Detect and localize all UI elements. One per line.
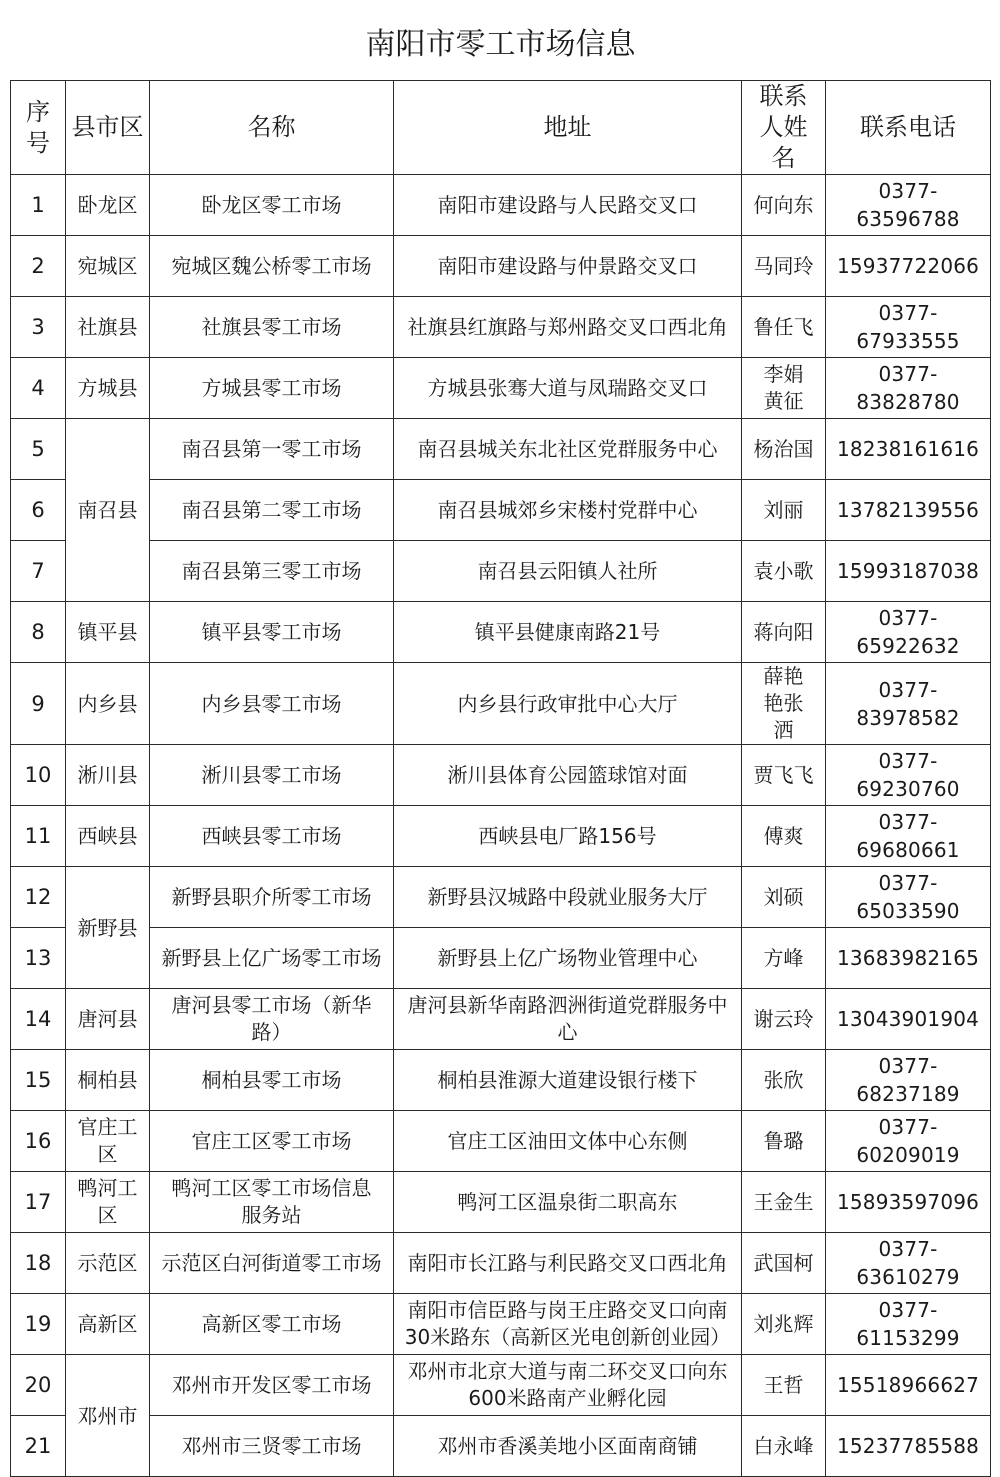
row-name: 新野县职介所零工市场: [150, 867, 394, 928]
row-seq: 4: [11, 358, 66, 419]
row-address: 新野县汉城路中段就业服务大厅: [394, 867, 742, 928]
row-contact: 武国柯: [742, 1233, 826, 1294]
row-name: 新野县上亿广场零工市场: [150, 928, 394, 989]
table-row: [11, 419, 991, 480]
row-name: 南召县第一零工市场: [150, 419, 394, 480]
table-row: [11, 1111, 991, 1172]
row-address: 官庄工区油田文体中心东侧: [394, 1111, 742, 1172]
table-row: [11, 358, 991, 419]
row-phone: 13683982165: [826, 928, 991, 989]
row-phone: 15993187038: [826, 541, 991, 602]
row-name: 社旗县零工市场: [150, 297, 394, 358]
row-contact: 薛艳艳张洒: [742, 663, 826, 745]
table-row: [11, 745, 991, 806]
row-contact: 白永峰: [742, 1416, 826, 1477]
table-row: [11, 541, 991, 602]
table-row: [11, 1050, 991, 1111]
table-row: [11, 480, 991, 541]
row-phone: 0377-63610279: [826, 1233, 991, 1294]
row-county: 示范区: [66, 1233, 150, 1294]
row-seq: 10: [11, 745, 66, 806]
row-phone: 0377-65033590: [826, 867, 991, 928]
row-name: 示范区白河街道零工市场: [150, 1233, 394, 1294]
row-name: 鸭河工区零工市场信息服务站: [150, 1172, 394, 1233]
table-row: [11, 1294, 991, 1355]
market-table: [10, 10, 991, 1477]
row-county: 社旗县: [66, 297, 150, 358]
row-seq: 18: [11, 1233, 66, 1294]
table-row: [11, 175, 991, 236]
table-row: [11, 989, 991, 1050]
table-row: [11, 663, 991, 745]
header-address: 地址: [394, 81, 742, 175]
row-name: 内乡县零工市场: [150, 663, 394, 745]
row-phone: 18238161616: [826, 419, 991, 480]
row-seq: 17: [11, 1172, 66, 1233]
row-name: 高新区零工市场: [150, 1294, 394, 1355]
row-county: 高新区: [66, 1294, 150, 1355]
row-county: 西峡县: [66, 806, 150, 867]
row-contact: 蒋向阳: [742, 602, 826, 663]
row-county: 宛城区: [66, 236, 150, 297]
row-phone: 13782139556: [826, 480, 991, 541]
row-county: 内乡县: [66, 663, 150, 745]
row-phone: 0377-61153299: [826, 1294, 991, 1355]
row-seq: 6: [11, 480, 66, 541]
row-county: 邓州市: [66, 1355, 150, 1477]
row-county: 桐柏县: [66, 1050, 150, 1111]
row-contact: 王金生: [742, 1172, 826, 1233]
row-address: 镇平县健康南路21号: [394, 602, 742, 663]
row-address: 南阳市长江路与利民路交叉口西北角: [394, 1233, 742, 1294]
row-phone: 0377-68237189: [826, 1050, 991, 1111]
row-address: 南阳市信臣路与岗王庄路交叉口向南30米路东（高新区光电创新创业园）: [394, 1294, 742, 1355]
header-contact: 联系人姓名: [742, 81, 826, 175]
row-phone: 15237785588: [826, 1416, 991, 1477]
row-name: 桐柏县零工市场: [150, 1050, 394, 1111]
row-seq: 1: [11, 175, 66, 236]
table-row: [11, 1355, 991, 1416]
row-county: 卧龙区: [66, 175, 150, 236]
row-contact: 刘硕: [742, 867, 826, 928]
row-phone: 0377-83828780: [826, 358, 991, 419]
row-phone: 0377-69680661: [826, 806, 991, 867]
row-name: 邓州市开发区零工市场: [150, 1355, 394, 1416]
row-county: 官庄工区: [66, 1111, 150, 1172]
row-seq: 12: [11, 867, 66, 928]
table-row: [11, 1416, 991, 1477]
row-phone: 0377-83978582: [826, 663, 991, 745]
row-address: 鸭河工区温泉街二职高东: [394, 1172, 742, 1233]
title-row: [11, 10, 991, 81]
row-contact: 贾飞飞: [742, 745, 826, 806]
page-title: 南阳市零工市场信息: [11, 10, 991, 81]
row-contact: 李娟黄征: [742, 358, 826, 419]
row-address: 南召县城郊乡宋楼村党群中心: [394, 480, 742, 541]
row-contact: 鲁任飞: [742, 297, 826, 358]
row-name: 宛城区魏公桥零工市场: [150, 236, 394, 297]
row-phone: 0377-65922632: [826, 602, 991, 663]
row-phone: 15518966627: [826, 1355, 991, 1416]
row-contact: 何向东: [742, 175, 826, 236]
row-seq: 19: [11, 1294, 66, 1355]
row-phone: 0377-60209019: [826, 1111, 991, 1172]
row-name: 官庄工区零工市场: [150, 1111, 394, 1172]
row-county: 南召县: [66, 419, 150, 602]
row-contact: 傅爽: [742, 806, 826, 867]
row-seq: 20: [11, 1355, 66, 1416]
row-phone: 13043901904: [826, 989, 991, 1050]
header-phone: 联系电话: [826, 81, 991, 175]
row-name: 镇平县零工市场: [150, 602, 394, 663]
row-seq: 3: [11, 297, 66, 358]
row-contact: 张欣: [742, 1050, 826, 1111]
row-address: 南召县云阳镇人社所: [394, 541, 742, 602]
row-seq: 14: [11, 989, 66, 1050]
row-county: 新野县: [66, 867, 150, 989]
row-address: 淅川县体育公园篮球馆对面: [394, 745, 742, 806]
row-phone: 0377-67933555: [826, 297, 991, 358]
row-contact: 鲁璐: [742, 1111, 826, 1172]
row-contact: 袁小歌: [742, 541, 826, 602]
row-address: 唐河县新华南路泗洲街道党群服务中心: [394, 989, 742, 1050]
row-address: 社旗县红旗路与郑州路交叉口西北角: [394, 297, 742, 358]
table-row: [11, 236, 991, 297]
table-row: [11, 867, 991, 928]
row-county: 镇平县: [66, 602, 150, 663]
table-row: [11, 928, 991, 989]
row-address: 邓州市香溪美地小区面南商铺: [394, 1416, 742, 1477]
row-seq: 7: [11, 541, 66, 602]
row-name: 西峡县零工市场: [150, 806, 394, 867]
row-name: 邓州市三贤零工市场: [150, 1416, 394, 1477]
row-seq: 8: [11, 602, 66, 663]
row-address: 南召县城关东北社区党群服务中心: [394, 419, 742, 480]
row-phone: 15937722066: [826, 236, 991, 297]
table-row: [11, 806, 991, 867]
row-name: 南召县第二零工市场: [150, 480, 394, 541]
row-name: 卧龙区零工市场: [150, 175, 394, 236]
row-seq: 21: [11, 1416, 66, 1477]
table-row: [11, 1172, 991, 1233]
row-address: 内乡县行政审批中心大厅: [394, 663, 742, 745]
row-seq: 16: [11, 1111, 66, 1172]
header-seq: 序号: [11, 81, 66, 175]
table-row: [11, 602, 991, 663]
row-seq: 2: [11, 236, 66, 297]
row-county: 鸭河工区: [66, 1172, 150, 1233]
row-address: 方城县张骞大道与凤瑞路交叉口: [394, 358, 742, 419]
row-address: 邓州市北京大道与南二环交叉口向东600米路南产业孵化园: [394, 1355, 742, 1416]
row-address: 桐柏县淮源大道建设银行楼下: [394, 1050, 742, 1111]
row-phone: 15893597096: [826, 1172, 991, 1233]
row-seq: 13: [11, 928, 66, 989]
table-row: [11, 1233, 991, 1294]
row-address: 南阳市建设路与仲景路交叉口: [394, 236, 742, 297]
row-name: 淅川县零工市场: [150, 745, 394, 806]
row-seq: 15: [11, 1050, 66, 1111]
row-address: 新野县上亿广场物业管理中心: [394, 928, 742, 989]
row-county: 方城县: [66, 358, 150, 419]
row-contact: 王哲: [742, 1355, 826, 1416]
row-contact: 刘丽: [742, 480, 826, 541]
row-contact: 谢云玲: [742, 989, 826, 1050]
row-contact: 方峰: [742, 928, 826, 989]
row-county: 淅川县: [66, 745, 150, 806]
row-name: 南召县第三零工市场: [150, 541, 394, 602]
row-seq: 11: [11, 806, 66, 867]
row-seq: 5: [11, 419, 66, 480]
header-county: 县市区: [66, 81, 150, 175]
row-name: 方城县零工市场: [150, 358, 394, 419]
header-row: [11, 81, 991, 175]
row-seq: 9: [11, 663, 66, 745]
market-info-sheet: [10, 10, 990, 1477]
row-contact: 刘兆辉: [742, 1294, 826, 1355]
row-contact: 杨治国: [742, 419, 826, 480]
row-address: 西峡县电厂路156号: [394, 806, 742, 867]
row-phone: 0377-69230760: [826, 745, 991, 806]
row-name: 唐河县零工市场（新华路）: [150, 989, 394, 1050]
row-phone: 0377-63596788: [826, 175, 991, 236]
row-contact: 马同玲: [742, 236, 826, 297]
row-address: 南阳市建设路与人民路交叉口: [394, 175, 742, 236]
table-row: [11, 297, 991, 358]
row-county: 唐河县: [66, 989, 150, 1050]
header-name: 名称: [150, 81, 394, 175]
